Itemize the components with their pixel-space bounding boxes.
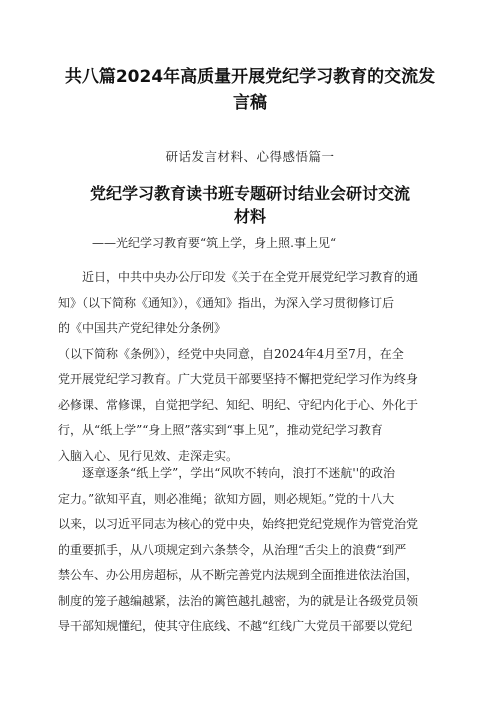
paragraph-1 <box>58 265 442 469</box>
article-title-line: 党纪学习教育读书班专题研讨结业会研讨交流 <box>89 184 410 203</box>
article-title <box>60 182 440 228</box>
document-title-line: 共八篇2024年高质量开展党纪学习教育的交流发 <box>64 67 436 87</box>
paragraph-line: 逐章逐条“纸上学”，学出“风吹不转向，浪打不迷航''的政治 <box>82 466 396 480</box>
paragraph-line: 禁公车、办公用房超标，从不断完善党内法规到全面推进依法治国， <box>58 568 419 582</box>
paragraph-line: 的《中国共产党纪律处分条例》 <box>58 321 227 335</box>
paragraph-line: 入脑入心、见行见效、走深走实。 <box>58 448 239 463</box>
paragraph-line: 导干部知规懂纪，使其守住底线、不越“红线广大党员干部要以党纪 <box>58 619 413 633</box>
paragraph-line: 制度的笼子越编越紧，法治的篱笆越扎越密，为的就是让各级党员领 <box>58 593 419 608</box>
paragraph-line: 近日，中共中央办公厅印发《关于在全党开展党纪学习教育的通 <box>82 270 419 284</box>
paragraph-line: （以下简称《条例》），经党中央同意，自2024年4月至7月，在全 <box>58 346 404 361</box>
paragraph-2 <box>58 461 442 640</box>
paragraph-line: 行，从“纸上学”“身上照”落实到“事上见”，推动党纪学习教育 <box>58 423 383 437</box>
article-title-line: 材料 <box>233 207 266 226</box>
paragraph-line: 党开展党纪学习教育。广大党员干部要坚持不懈把党纪学习作为终身 <box>58 372 419 386</box>
paragraph-line: 定力。”欲知平直，则必准绳；欲知方圆，则必规矩。”党的十八大 <box>58 491 395 506</box>
paragraph-line: 必修课、常修课，自觉把学纪、知纪、明纪、守纪内化于心、外化于 <box>58 397 419 412</box>
document-title-line: 言稿 <box>233 93 267 113</box>
paragraph-line: 的重要抓手，从八项规定到六条禁令，从治理“舌尖上的浪费“到严 <box>58 542 407 557</box>
epigraph: ——光纪学习教育要“筑上学，身上照.事上见“ <box>92 236 337 250</box>
paragraph-line: 以来，以习近平同志为核心的党中央，始终把党纪党规作为管党治党 <box>58 517 419 531</box>
category-subtitle: 研话发言材料、心得感悟篇一 <box>165 149 335 164</box>
paragraph-line: 知》（以下简称《通知》），《通知》指出，为深入学习贯彻修订后 <box>58 295 395 310</box>
document-title <box>40 64 460 116</box>
